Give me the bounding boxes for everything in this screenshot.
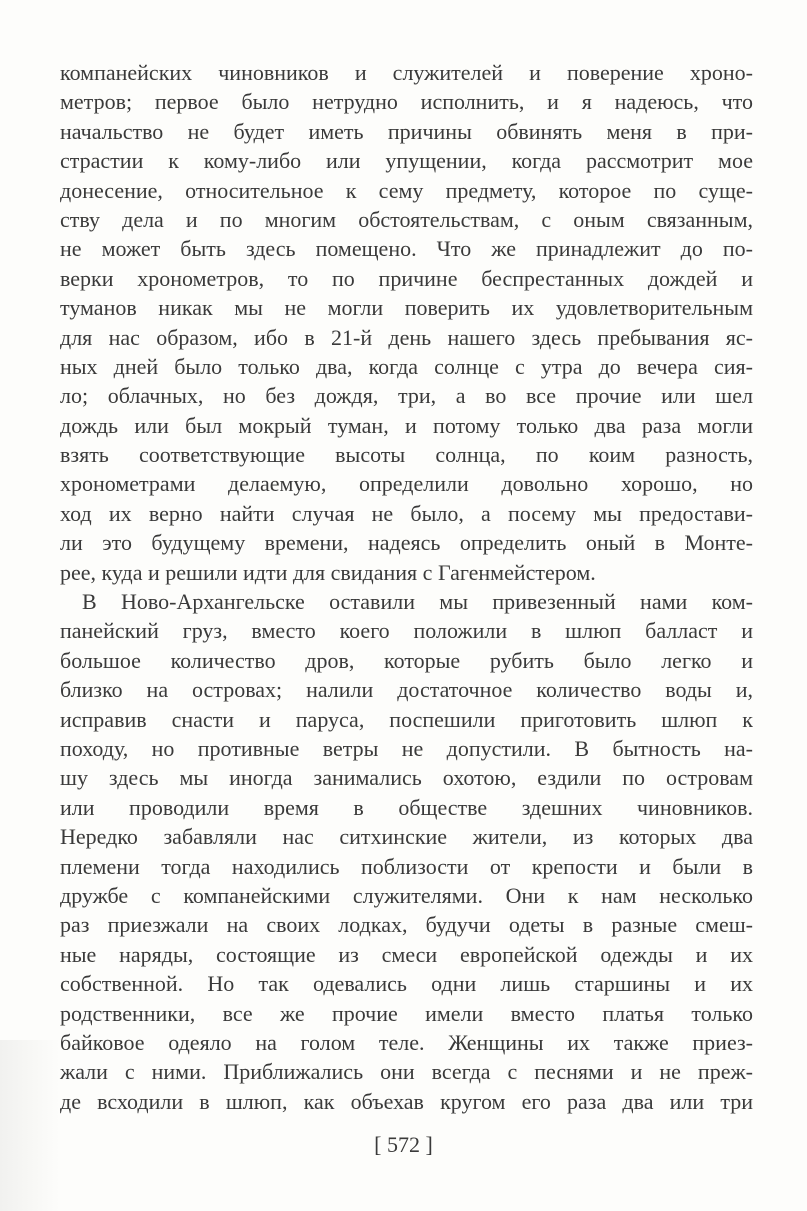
text-line: страстии к кому-либо или упущении, когда рассмотрит мое [60,148,753,174]
text-line: рее, куда и решили идти для свидания с Гагенмейстером. [60,559,596,585]
page-body [60,58,753,1116]
text-line: де всходили в шлюп, как объехав кругом его раза два или три [60,1088,753,1114]
text-line: дождь или был мокрый туман, и потому только два раза могли [60,412,753,438]
text-line: хронометрами делаемую, определили довольно хорошо, но [60,471,753,497]
text-line: туманов никак мы не могли поверить их удовлетворительным [60,295,753,321]
text-line: ные наряды, состоящие из смеси европейской одежды и их [60,941,753,967]
text-line: ных дней было только два, когда солнце с утра до вечера сия- [60,353,753,379]
text-line: верки хронометров, то по причине беспрестанных дождей и [60,265,753,291]
text-line: ству дела и по многим обстоятельствам, с оным связанным, [60,206,753,232]
text-line: собственной. Но так одевались одни лишь старшины и их [60,971,753,997]
text-line: большое количество дров, которые рубить было легко и [60,647,753,673]
text-line: байковое одеяло на голом теле. Женщины их также приез- [60,1029,753,1055]
text-line: ли это будущему времени, надеясь определить оный в Монте- [60,530,753,556]
text-line: дружбе с компанейскими служителями. Они к нам несколько [60,882,753,908]
text-line: жали с ними. Приближались они всегда с песнями и не преж- [60,1059,753,1085]
text-line: ход их верно найти случая не было, а посему мы предостави- [60,500,753,526]
text-line: начальство не будет иметь причины обвинять меня в при- [60,118,753,144]
text-line: племени тогда находились поблизости от крепости и были в [60,853,753,879]
text-line: взять соответствующие высоты солнца, по коим разность, [60,442,753,468]
text-line: компанейских чиновников и служителей и поверение хроно- [60,60,753,85]
text-line: Нередко забавляли нас ситхинские жители, из которых два [60,824,753,850]
page-number: [ 572 ] [374,1132,433,1157]
text-line: раз приезжали на своих лодках, будучи одеты в разные смеш- [60,912,753,938]
text-line: исправив снасти и паруса, поспешили приготовить шлюп к [60,706,753,732]
text-line: донесение, относительное к сему предмету, которое по суще- [60,177,753,203]
text-line: не может быть здесь помещено. Что же принадлежит до по- [60,236,753,262]
text-line: родственники, все же прочие имели вместо платья только [60,1000,753,1026]
text-line: В Ново-Архангельске оставили мы привезенный нами ком- [82,589,753,615]
text-line: близко на островах; налили достаточное количество воды и, [60,677,753,703]
text-line: или проводили время в обществе здешних чиновников. [60,794,753,820]
text-line: метров; первое было нетрудно исполнить, и я надеюсь, что [60,89,753,115]
text-line: шу здесь мы иногда занимались охотою, ездили по островам [60,765,753,791]
text-line: ло; облачных, но без дождя, три, а во все прочие или шел [60,383,753,409]
paragraph [60,58,753,587]
text-line: походу, но противные ветры не допустили. В бытность на- [60,735,753,761]
text-line: для нас образом, ибо в 21-й день нашего здесь пребывания яс- [60,324,753,350]
scan-shadow [0,1040,60,1211]
text-line: панейский груз, вместо коего положили в шлюп балласт и [60,618,753,644]
paragraph [60,587,753,1116]
